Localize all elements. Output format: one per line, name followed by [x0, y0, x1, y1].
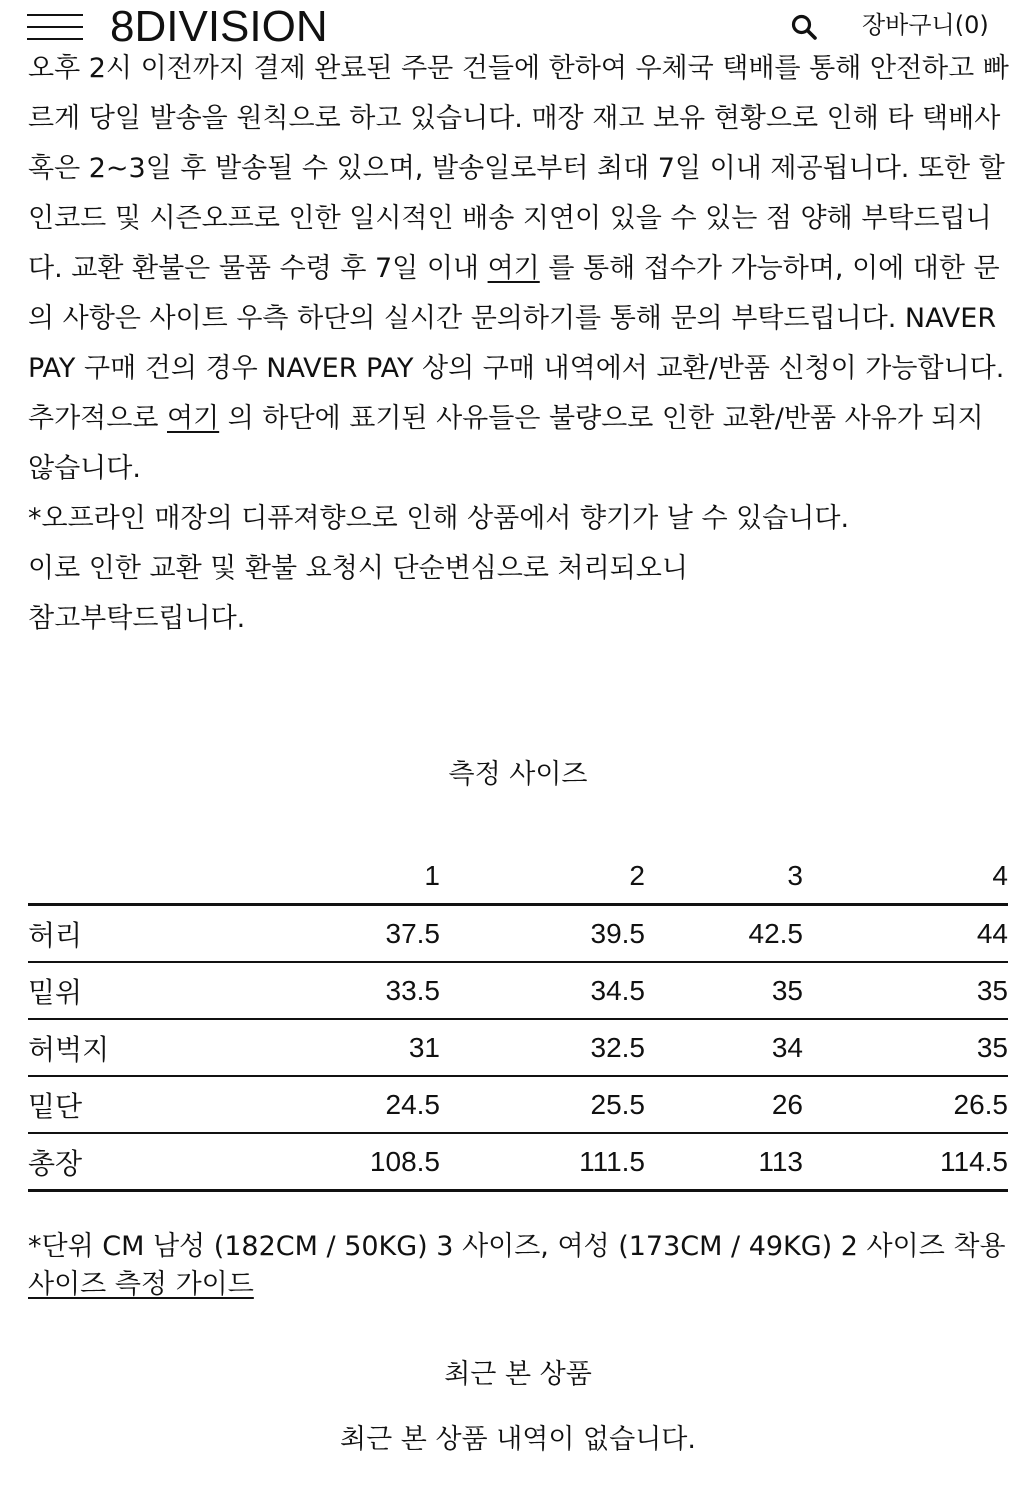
table-row: [28, 905, 1008, 963]
exclusion-here-link[interactable]: 여기: [167, 403, 220, 434]
size-table-header: [28, 848, 1008, 905]
header-cell-size-1: 1: [228, 848, 440, 905]
cell-value: 42.5: [645, 905, 803, 963]
cell-value: 37.5: [228, 905, 440, 963]
cell-value: 26.5: [803, 1076, 1008, 1133]
table-row: [28, 962, 1008, 1019]
size-note: [28, 1228, 1018, 1304]
row-label: 허리: [28, 905, 228, 963]
hamburger-icon[interactable]: [27, 10, 83, 44]
cell-value: 31: [228, 1019, 440, 1076]
search-icon[interactable]: [790, 13, 818, 41]
header-cell-label: [28, 848, 228, 905]
cell-value: 26: [645, 1076, 803, 1133]
shipping-notice: [28, 44, 1018, 644]
header-cell-size-3: 3: [645, 848, 803, 905]
cell-value: 111.5: [440, 1133, 645, 1191]
cell-value: 34: [645, 1019, 803, 1076]
diffuser-notice-2: 이로 인한 교환 및 환불 요청시 단순변심으로 처리되오니: [28, 553, 688, 584]
cell-value: 44: [803, 905, 1008, 963]
notice-text-3: 의 하단에 표기된 사유들은 불량으로 인한 교환/반품 사유가 되지 않습니다.: [28, 403, 984, 484]
cell-value: 108.5: [228, 1133, 440, 1191]
row-label: 총장: [28, 1133, 228, 1191]
size-section-title: 측정 사이즈: [448, 759, 588, 790]
table-row: [28, 1133, 1008, 1191]
cell-value: 35: [803, 962, 1008, 1019]
cell-value: 32.5: [440, 1019, 645, 1076]
cell-value: 35: [803, 1019, 1008, 1076]
recent-section-title: 최근 본 상품: [444, 1359, 592, 1390]
cell-value: 114.5: [803, 1133, 1008, 1191]
cell-value: 25.5: [440, 1076, 645, 1133]
notice-text-2: 를 통해 접수가 가능하며, 이에 대한 문의 사항은 사이트 우측 하단의 실시간 문의하기를 통해 문의 부탁드립니다. NAVER PAY 구매 건의 경우 NAVER PAY 상의 구매 내역에서 교환/반품 신청이 가능합니다. 추가적으로: [28, 253, 1005, 434]
size-table: [28, 848, 1008, 1192]
size-note-text: *단위 CM 남성 (182CM / 50KG) 3 사이즈, 여성 (173CM / 49KG) 2 사이즈 착용: [28, 1231, 1006, 1262]
table-row: [28, 1019, 1008, 1076]
cell-value: 34.5: [440, 962, 645, 1019]
cell-value: 24.5: [228, 1076, 440, 1133]
recent-empty-message: 최근 본 상품 내역이 없습니다.: [340, 1424, 696, 1455]
cart-link[interactable]: 장바구니(0): [862, 11, 989, 39]
table-row: [28, 1076, 1008, 1133]
header-cell-size-4: 4: [803, 848, 1008, 905]
row-label: 밑위: [28, 962, 228, 1019]
cell-value: 35: [645, 962, 803, 1019]
row-label: 밑단: [28, 1076, 228, 1133]
site-logo[interactable]: 8DIVISION: [110, 2, 328, 51]
diffuser-notice-3: 참고부탁드립니다.: [28, 603, 246, 634]
header-cell-size-2: 2: [440, 848, 645, 905]
row-label: 허벅지: [28, 1019, 228, 1076]
cell-value: 39.5: [440, 905, 645, 963]
diffuser-notice-1: *오프라인 매장의 디퓨져향으로 인해 상품에서 향기가 날 수 있습니다.: [28, 503, 850, 534]
shipping-policy-text: [28, 44, 1018, 494]
cell-value: 113: [645, 1133, 803, 1191]
exchange-here-link[interactable]: 여기: [487, 253, 540, 284]
size-guide-link[interactable]: 사이즈 측정 가이드: [28, 1269, 254, 1300]
notice-text-1: 오후 2시 이전까지 결제 완료된 주문 건들에 한하여 우체국 택배를 통해 안전하고 빠르게 당일 발송을 원칙으로 하고 있습니다. 매장 재고 보유 현황으로 인해 타 택배사 혹은 2~3일 후 발송될 수 있으며, 발송일로부터 최대 7일 이내 제공됩니다. 또한 할인코드 및 시즌오프로 인한 일시적인 배송 지연이 있을 수 있는 점 양해 부탁드립니다. 교환 환불은 물품 수령 후 7일 이내: [28, 53, 1009, 284]
cell-value: 33.5: [228, 962, 440, 1019]
